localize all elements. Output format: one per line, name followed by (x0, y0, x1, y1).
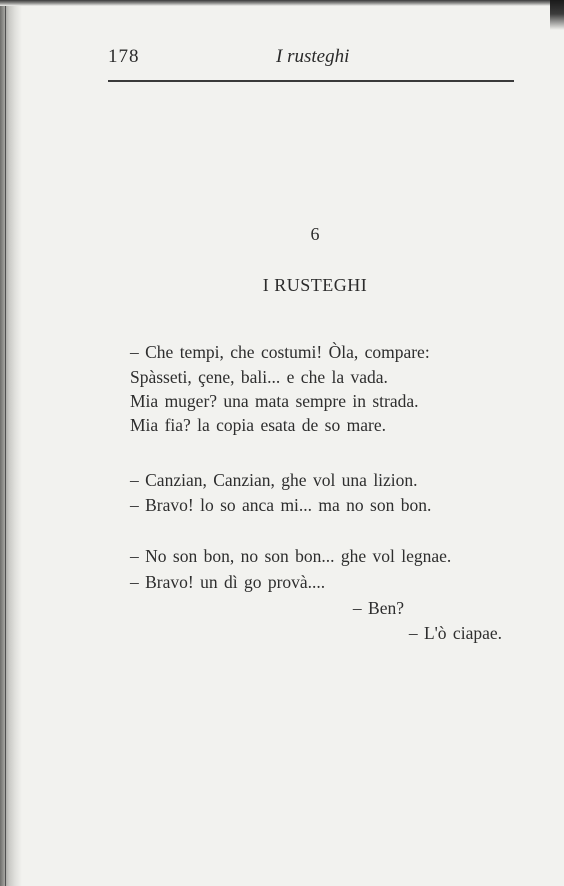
verse-line: – Bravo! lo so anca mi... ma no son bon. (130, 495, 432, 515)
header-rule (108, 80, 514, 82)
verse-line: Mia muger? una mata sempre in strada. (130, 391, 419, 411)
verse-line: – Bravo! un dì go provà.... (130, 572, 326, 592)
page-binding-shadow (0, 0, 22, 886)
section-number: 6 (310, 224, 320, 244)
verse-line: Mia fia? la copia esata de so mare. (130, 415, 386, 435)
verse-line: – Ben? (352, 598, 404, 618)
verse-line: Spàsseti, çene, bali... e che la vada. (130, 367, 388, 387)
verse-line: – No son bon, no son bon... ghe vol legnae. (130, 546, 452, 566)
running-head (108, 46, 514, 70)
page-corner-shadow (550, 0, 564, 30)
page-binding-line (5, 0, 6, 886)
page-top-edge (0, 0, 564, 6)
running-title: I rusteghi (276, 46, 350, 67)
page-number: 178 (108, 46, 140, 67)
verse-line: – Che tempi, che costumi! Òla, compare: (130, 342, 430, 362)
verse-line: – Canzian, Canzian, ghe vol una lizion. (130, 470, 418, 490)
verse-line: – L'ò ciapae. (408, 623, 502, 643)
poem-title: I RUSTEGHI (262, 275, 368, 295)
